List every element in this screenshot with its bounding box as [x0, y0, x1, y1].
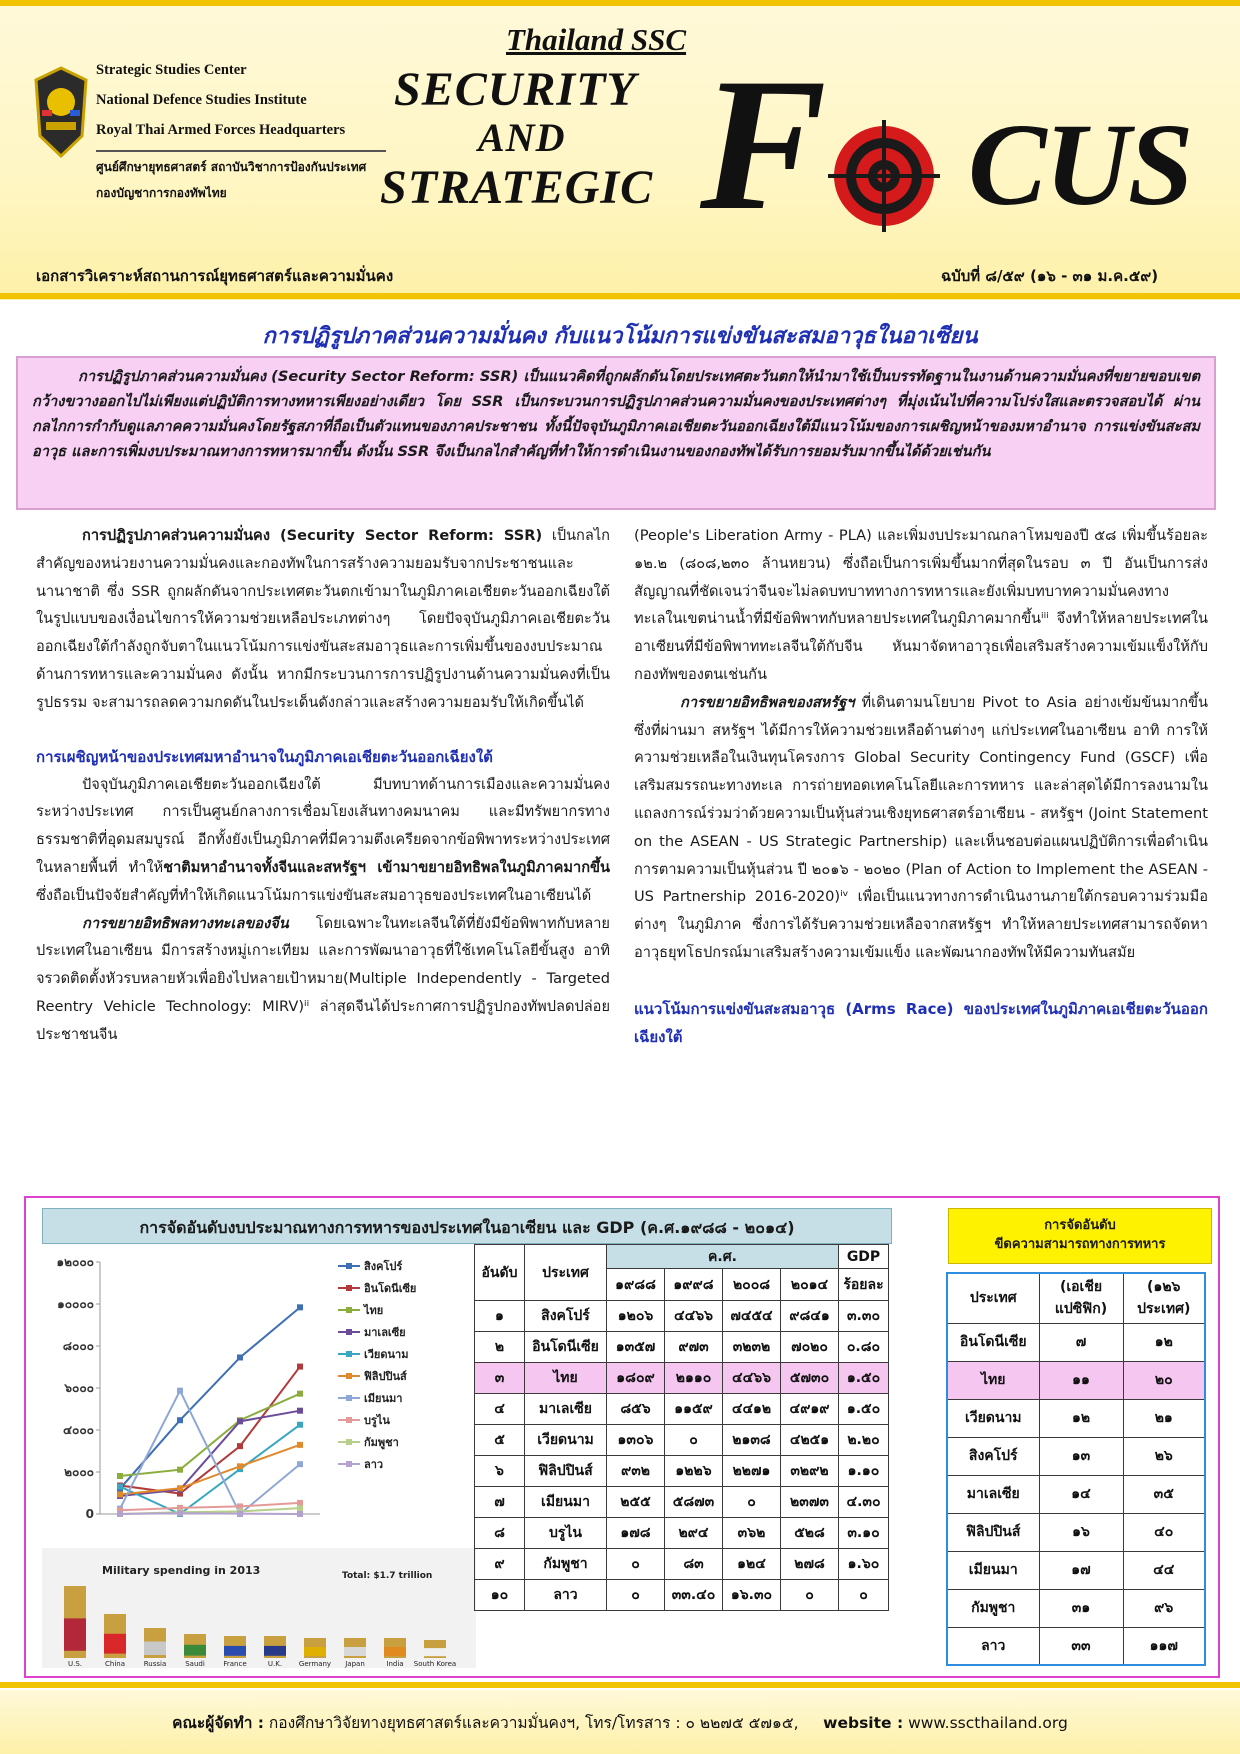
budget-value-cell: ๗๔๕๔ [723, 1301, 781, 1332]
article-title: การปฏิรูปภาคส่วนความมั่นคง กับแนวโน้มการแข่งขันสะสมอาวุธในอาเซียน [262, 324, 978, 349]
footer-rule [0, 1682, 1240, 1688]
budget-value-cell: ๓๒๓๒ [723, 1332, 781, 1363]
data-point [177, 1510, 183, 1516]
y-tick-label: ๔๐๐๐ [62, 1423, 94, 1437]
left-column [36, 522, 610, 1049]
country-cell: กัมพูชา [525, 1549, 607, 1580]
data-point [117, 1473, 123, 1479]
masthead [0, 0, 1240, 300]
gdp-cell: ๔.๓๐ [839, 1487, 889, 1518]
power-country-cell: อินโดนีเซีย [947, 1323, 1039, 1361]
ssr-body: เป็นกลไกสำคัญของหน่วยงานความมั่นคงและกองทัพในการสร้างความยอมรับจากประชาชนและนานาชาติ ซึ่ง SSR ถูกผลักดันจากประเทศตะวันตกเข้ามาในภูมิภาคเอเชียตะวันออกเฉียงใต้ ในรูปแบบของเงื่อนไขการให้ความช่วยเหลือประเภทต่างๆ โดยปัจจุบันภูมิภาคเอเชียตะวันออกเฉียงใต้กำลังถูกจับตาในแนวโน้มการแข่งขันสะสมอาวุธและการเพิ่มขึ้นของงบประมาณด้านการทหารและความมั่นคง ดังนั้น หากมีกระบวนการการปฏิรูปงานด้านความมั่นคงที่เป็นรูปธรรม จะสามารถลดความกดดันในประเด็นดังกล่าวและสร้างความยอมรับให้เกิดขึ้นได้ [36, 527, 611, 711]
chart-title: การจัดอันดับงบประมาณทางการทหารของประเทศในอาเซียน และ GDP (ค.ศ.๑๙๘๘ - ๒๐๑๔) [139, 1218, 795, 1237]
power-country-cell: ไทย [947, 1361, 1039, 1399]
section-heading-powers: การเผชิญหน้าของประเทศมหาอำนาจในภูมิภาคเอเชียตะวันออกเฉียงใต้ [36, 747, 493, 766]
country-cell: มาเลเซีย [525, 1394, 607, 1425]
power-box-line-2: ขีดความสามารถทางการทหาร [994, 1237, 1166, 1252]
th-year: ๒๐๐๘ [723, 1269, 781, 1301]
data-point [117, 1511, 123, 1517]
th-gdp: GDP [839, 1245, 889, 1269]
power-table [946, 1272, 1206, 1666]
th-asia-2: แปซิฟิก) [1054, 1301, 1108, 1318]
y-tick-label: ๘๐๐๐ [62, 1339, 94, 1353]
infographic-country-label: U.S. [67, 1660, 83, 1668]
brand-focus-f: F [700, 40, 827, 250]
top-rule [0, 0, 1240, 6]
chart-title-box [42, 1208, 892, 1244]
budget-value-cell: ๓๖๒ [723, 1518, 781, 1549]
china-lead: การขยายอิทธิพลทางทะเลของจีน [82, 914, 289, 932]
budget-value-cell: ๘๕๖ [607, 1394, 665, 1425]
country-cell: อินโดนีเซีย [525, 1332, 607, 1363]
article-abstract [16, 356, 1216, 510]
country-cell: เมียนมา [525, 1487, 607, 1518]
footer-web-label: website : [823, 1714, 904, 1732]
world-rank-cell: ๔๔ [1123, 1551, 1205, 1589]
budget-value-cell: ๔๔๖๖ [723, 1363, 781, 1394]
power-country-cell: มาเลเซีย [947, 1475, 1039, 1513]
legend-label: ฟิลิปปินส์ [364, 1370, 407, 1383]
budget-value-cell: ๑๓๐๖ [607, 1425, 665, 1456]
power-ranking-box [948, 1208, 1212, 1264]
infographic-country-label: U.K. [267, 1660, 283, 1668]
th-year: ๑๙๙๘ [665, 1269, 723, 1301]
budget-value-cell: ๑๑๕๙ [665, 1394, 723, 1425]
country-cell: ไทย [525, 1363, 607, 1394]
legend-marker [346, 1439, 352, 1445]
budget-value-cell: ๐ [665, 1425, 723, 1456]
rank-cell: ๒ [475, 1332, 525, 1363]
budget-table-row [475, 1301, 889, 1332]
country-flag-icon [304, 1647, 326, 1656]
ssc-emblem-icon [32, 66, 90, 158]
data-point [297, 1461, 303, 1467]
infographic-country-label: France [223, 1660, 247, 1668]
country-flag-icon [384, 1647, 406, 1656]
document-description: เอกสารวิเคราะห์สถานการณ์ยุทธศาสตร์และความมั่นคง [36, 267, 394, 285]
data-point [237, 1511, 243, 1517]
powers-body-bold: ชาติมหาอำนาจทั้งจีนและสหรัฐฯ เข้ามาขยายอิทธิพลในภูมิภาคมากขึ้น [163, 858, 610, 876]
footer-website-link[interactable]: www.sscthailand.org [903, 1714, 1068, 1732]
budget-value-cell: ๔๙๑๙ [781, 1394, 839, 1425]
infographic-country-label: Japan [345, 1660, 365, 1668]
power-country-cell: เวียดนาม [947, 1399, 1039, 1437]
budget-value-cell: ๒๑๓๘ [723, 1425, 781, 1456]
rank-cell: ๔ [475, 1394, 525, 1425]
legend-marker [346, 1307, 352, 1313]
legend-label: อินโดนีเซีย [364, 1282, 417, 1295]
budget-value-cell: ๑๒๐๖ [607, 1301, 665, 1332]
data-point [117, 1484, 123, 1490]
budget-table [474, 1244, 889, 1611]
th-ks: ค.ศ. [607, 1245, 839, 1269]
left-paragraph-3 [36, 910, 610, 1049]
data-point [237, 1443, 243, 1449]
budget-value-cell: ๐ [781, 1580, 839, 1611]
budget-table-row [475, 1425, 889, 1456]
legend-marker [346, 1417, 352, 1423]
budget-table-row [475, 1456, 889, 1487]
power-table-row [947, 1551, 1205, 1589]
budget-table-row [475, 1363, 889, 1394]
data-point [297, 1304, 303, 1310]
world-rank-cell: ๙๖ [1123, 1589, 1205, 1627]
left-paragraph-2 [36, 771, 610, 910]
data-point [237, 1463, 243, 1469]
asia-rank-cell: ๑๑ [1039, 1361, 1123, 1399]
budget-value-cell: ๙๓๒ [607, 1456, 665, 1487]
brand-top: Thailand SSC [506, 22, 687, 57]
power-table-row [947, 1361, 1205, 1399]
data-point [297, 1408, 303, 1414]
legend-marker [346, 1263, 352, 1269]
gdp-cell: ๑.๖๐ [839, 1549, 889, 1580]
infographic-country-label: Germany [298, 1660, 332, 1668]
brand-focus-rest: CUS [968, 99, 1192, 230]
us-lead: การขยายอิทธิพลของสหรัฐฯ [680, 693, 855, 711]
budget-value-cell: ๒๙๔ [665, 1518, 723, 1549]
budget-value-cell: ๔๔๖๖ [665, 1301, 723, 1332]
budget-value-cell: ๔๔๑๒ [723, 1394, 781, 1425]
data-point [177, 1417, 183, 1423]
asia-rank-cell: ๗ [1039, 1323, 1123, 1361]
budget-table-row [475, 1332, 889, 1363]
org-thai-2: กองบัญชาการกองทัพไทย [96, 186, 227, 200]
series-line-9 [120, 1513, 300, 1514]
budget-value-cell: ๕๘๗๓ [665, 1487, 723, 1518]
military-spending-infographic [42, 1548, 476, 1668]
data-point [297, 1500, 303, 1506]
budget-table-row [475, 1549, 889, 1580]
power-table-row [947, 1323, 1205, 1361]
power-country-cell: ลาว [947, 1627, 1039, 1665]
power-country-cell: กัมพูชา [947, 1589, 1039, 1627]
china-body: โดยเฉพาะในทะเลจีนใต้ที่ยังมีข้อพิพาทกับหลายประเทศในอาเซียน มีการสร้างหมู่เกาะเทียม และการพัฒนาอาวุธที่ใช้เทคโนโลยีขั้นสูง อาทิ จรวดติดตั้งหัวรบหลายหัวเพื่อยิงไปหลายเป้าหมาย(Multiple Independently - Targeted Reentry Vehicle Technology: MIRV)ⁱⁱ ล่าสุดจีนได้ประกาศการปฏิรูปกองทัพปลดปล่อยประชาชนจีน [36, 914, 610, 1043]
budget-value-cell: ๗๐๒๐ [781, 1332, 839, 1363]
th-rank: อันดับ [475, 1245, 525, 1301]
budget-value-cell: ๑๓๕๗ [607, 1332, 665, 1363]
infographic-country-label: China [105, 1660, 125, 1668]
ssr-lead: การปฏิรูปภาคส่วนความมั่นคง (Security Sector Reform: SSR) [82, 527, 543, 544]
budget-value-cell: ๐ [723, 1487, 781, 1518]
data-point [297, 1422, 303, 1428]
infographic-country-label: Saudi [185, 1660, 205, 1668]
crosshair-target-icon [828, 120, 940, 232]
budget-value-cell: ๒๒๗๑ [723, 1456, 781, 1487]
budget-value-cell: ๕๒๘ [781, 1518, 839, 1549]
budget-value-cell: ๐ [607, 1549, 665, 1580]
legend-label: บรูไน [364, 1414, 390, 1427]
power-country-cell: สิงคโปร์ [947, 1437, 1039, 1475]
series-line-1 [120, 1367, 300, 1494]
org-line-3: Royal Thai Armed Forces Headquarters [96, 122, 346, 138]
budget-value-cell: ๔๒๕๑ [781, 1425, 839, 1456]
series-line-6 [120, 1391, 300, 1514]
asia-rank-cell: ๓๓ [1039, 1627, 1123, 1665]
power-table-row [947, 1475, 1205, 1513]
budget-line-chart [42, 1244, 476, 1544]
gdp-cell: ๓.๑๐ [839, 1518, 889, 1549]
world-rank-cell: ๔๐ [1123, 1513, 1205, 1551]
budget-table-row [475, 1394, 889, 1425]
budget-table-row [475, 1580, 889, 1611]
budget-value-cell: ๑๘๐๙ [607, 1363, 665, 1394]
rank-cell: ๓ [475, 1363, 525, 1394]
budget-value-cell: ๓๓.๔๐ [665, 1580, 723, 1611]
power-country-cell: เมียนมา [947, 1551, 1039, 1589]
rank-cell: ๑ [475, 1301, 525, 1332]
world-rank-cell: ๒๑ [1123, 1399, 1205, 1437]
org-thai-1: ศูนย์ศึกษายุทธศาสตร์ สถาบันวิชาการป้องกันประเทศ [96, 160, 367, 174]
budget-value-cell: ๑๒๔ [723, 1549, 781, 1580]
brand-security: SECURITY [394, 63, 637, 116]
world-rank-cell: ๓๕ [1123, 1475, 1205, 1513]
budget-value-cell: ๕๗๓๐ [781, 1363, 839, 1394]
asia-rank-cell: ๑๗ [1039, 1551, 1123, 1589]
asia-rank-cell: ๓๑ [1039, 1589, 1123, 1627]
world-rank-cell: ๑๑๗ [1123, 1627, 1205, 1665]
country-cell: บรูไน [525, 1518, 607, 1549]
country-cell: เวียดนาม [525, 1425, 607, 1456]
data-point [297, 1442, 303, 1448]
footer-text [0, 1710, 1240, 1735]
left-paragraph-1 [36, 522, 610, 717]
power-table-row [947, 1627, 1205, 1665]
footer-label: คณะผู้จัดทำ : [172, 1714, 264, 1732]
series-line-0 [120, 1307, 300, 1488]
country-cell: ฟิลิปปินส์ [525, 1456, 607, 1487]
gdp-cell: ๓.๓๐ [839, 1301, 889, 1332]
y-tick-label: ๖๐๐๐ [64, 1381, 94, 1395]
rank-cell: ๙ [475, 1549, 525, 1580]
legend-marker [346, 1285, 352, 1291]
budget-value-cell: ๑๗๘ [607, 1518, 665, 1549]
budget-value-cell: ๙๗๓ [665, 1332, 723, 1363]
legend-marker [346, 1351, 352, 1357]
data-point [297, 1364, 303, 1370]
data-point [177, 1388, 183, 1394]
footer [0, 1690, 1240, 1754]
world-rank-cell: ๒๖ [1123, 1437, 1205, 1475]
rank-cell: ๗ [475, 1487, 525, 1518]
legend-label: มาเลเซีย [364, 1326, 406, 1339]
asia-rank-cell: ๑๒ [1039, 1399, 1123, 1437]
gdp-cell: ๑.๕๐ [839, 1394, 889, 1425]
infographic-country-label: South Korea [413, 1660, 457, 1668]
country-flag-icon [64, 1618, 86, 1650]
data-point [237, 1418, 243, 1424]
y-tick-label: ๑๒๐๐๐ [56, 1255, 94, 1269]
country-cell: สิงคโปร์ [525, 1301, 607, 1332]
section-heading-arms-race: แนวโน้มการแข่งขันสะสมอาวุธ (Arms Race) ของประเทศในภูมิภาคเอเชียตะวันออกเฉียงใต้ [634, 999, 1208, 1046]
legend-label: เวียดนาม [364, 1348, 409, 1361]
legend-label: กัมพูชา [364, 1436, 399, 1449]
budget-table-row [475, 1487, 889, 1518]
gdp-cell: ๑.๕๐ [839, 1363, 889, 1394]
country-flag-icon [224, 1646, 246, 1656]
right-column [634, 522, 1208, 1051]
y-tick-label: ๑๐๐๐๐ [57, 1297, 94, 1311]
data-point [237, 1354, 243, 1360]
data-point [297, 1505, 303, 1511]
budget-value-cell: ๒๗๘ [781, 1549, 839, 1580]
gdp-cell: ๒.๒๐ [839, 1425, 889, 1456]
us-body: ที่เดินตามนโยบาย Pivot to Asia อย่างเข้มข้นมากขึ้น ซึ่งที่ผ่านมา สหรัฐฯ ได้มีการให้ความช่วยเหลือด้านต่างๆ แก่ประเทศในอาเซียน อาทิ การให้ความช่วยเหลือในเงินทุนโครงการ Global Security Contingency Fund (GSCF) เพื่อเสริมสมรรถนะทางทะเล การถ่ายทอดเทคโนโลยีและการทหาร และล่าสุดได้มีการลงนามในแถลงการณ์ร่วมว่าด้วยความเป็นหุ้นส่วนเชิงยุทธศาสตร์อาเซียน - สหรัฐฯ (Joint Statement on the ASEAN - US Strategic Partnership) และเห็นชอบต่อแผนปฏิบัติการเพื่อดำเนินการตามความเป็นหุ้นส่วน ปี ๒๐๑๖ - ๒๐๒๐ (Plan of Action to Implement the ASEAN - US Partnership 2016-2020)ⁱᵛ เพื่อเป็นแนวทางการดำเนินงานภายใต้กรอบความร่วมมือต่างๆ ในภูมิภาค ซึ่งการได้รับความช่วยเหลือจากสหรัฐฯ ทำให้หลายประเทศสามารถจัดหาอาวุธยุทโธปกรณ์มาเสริมสร้างความเข้มแข็ง และพัฒนากองทัพให้มีความทันสมัย [634, 693, 1208, 961]
data-point [297, 1391, 303, 1397]
budget-value-cell: ๘๓ [665, 1549, 723, 1580]
data-point [117, 1491, 123, 1497]
legend-label: ลาว [364, 1458, 384, 1471]
asia-rank-cell: ๑๓ [1039, 1437, 1123, 1475]
y-tick-label: 0 [85, 1507, 94, 1521]
legend-label: สิงคโปร์ [364, 1260, 403, 1273]
legend-label: เมียนมา [364, 1392, 403, 1405]
world-rank-cell: ๑๒ [1123, 1323, 1205, 1361]
data-point [177, 1467, 183, 1473]
legend-marker [346, 1395, 352, 1401]
th-asia-1: (เอเชีย [1059, 1279, 1103, 1296]
data-point [177, 1485, 183, 1491]
header-rule [0, 293, 1240, 299]
country-flag-icon [104, 1634, 126, 1654]
th-power-country: ประเทศ [947, 1273, 1039, 1323]
legend-label: ไทย [364, 1304, 384, 1317]
rank-cell: ๖ [475, 1456, 525, 1487]
th-world [1123, 1273, 1205, 1323]
rank-cell: ๑๐ [475, 1580, 525, 1611]
budget-value-cell: ๒๕๕ [607, 1487, 665, 1518]
chart-area [42, 1244, 476, 1668]
infographic-country-label: India [386, 1660, 404, 1668]
budget-value-cell: ๙๘๔๑ [781, 1301, 839, 1332]
rank-cell: ๘ [475, 1518, 525, 1549]
org-divider [96, 150, 386, 152]
country-flag-icon [184, 1645, 206, 1656]
powers-body-c: ซึ่งถือเป็นปัจจัยสำคัญที่ทำให้เกิดแนวโน้มการแข่งขันสะสมอาวุธของประเทศในอาเซียนได้ [36, 886, 592, 904]
org-line-2: National Defence Studies Institute [96, 92, 307, 108]
th-asia [1039, 1273, 1123, 1323]
power-table-row [947, 1513, 1205, 1551]
th-year: ๑๙๘๘ [607, 1269, 665, 1301]
country-flag-icon [424, 1648, 446, 1656]
data-panel [24, 1196, 1220, 1678]
infographic-title: Military spending in 2013 [102, 1564, 261, 1577]
infographic-total: Total: $1.7 trillion [342, 1571, 433, 1581]
country-flag-icon [144, 1642, 166, 1656]
org-line-1: Strategic Studies Center [96, 62, 247, 78]
rank-cell: ๕ [475, 1425, 525, 1456]
series-line-2 [120, 1394, 300, 1476]
legend-marker [346, 1373, 352, 1379]
gdp-cell: ๐ [839, 1580, 889, 1611]
power-table-row [947, 1589, 1205, 1627]
budget-value-cell: ๒๓๗๓ [781, 1487, 839, 1518]
budget-value-cell: ๑๖.๓๐ [723, 1580, 781, 1611]
country-cell: ลาว [525, 1580, 607, 1611]
brand-and: AND [478, 115, 566, 160]
budget-value-cell: ๑๒๒๖ [665, 1456, 723, 1487]
infographic-country-label: Russia [143, 1660, 167, 1668]
asia-rank-cell: ๑๔ [1039, 1475, 1123, 1513]
y-tick-label: ๒๐๐๐ [64, 1465, 94, 1479]
th-world-2: ประเทศ) [1137, 1301, 1191, 1318]
abstract-text: การปฏิรูปภาคส่วนความมั่นคง (Security Sector Reform: SSR) เป็นแนวคิดที่ถูกผลักดันโดยประเทศตะวันตกให้นำมาใช้เป็นบรรทัดฐานในงานด้านความมั่นคงที่ขยายขอบเขตกว้างขวางออกไปไม่เพียงแต่ปฏิบัติการทางทหารเพียงอย่างเดียว โดย SSR เป็นกระบวนการปฏิรูปภาคส่วนความมั่นคงของประเทศต่างๆ ที่มุ่งเน้นไปที่ความโปร่งใสและตรวจสอบได้ ผ่านกลไกการกำกับดูแลภาคความมั่นคงโดยรัฐสภาที่ถือเป็นตัวแทนของภาคประชาชน ทั้งนี้ปัจจุบันภูมิภาคเอเชียตะวันออกเฉียงใต้มีแนวโน้มของการเผชิญหน้าของมหาอำนาจ การแข่งขันสะสมอาวุธ และการเพิ่มงบประมาณทางการทหารมากขึ้น ดังนั้น SSR จึงเป็นกลไกสำคัญที่ทำให้การดำเนินงานของกองทัพได้รับการยอมรับมากขึ้นได้ด้วยเช่นกัน [32, 368, 1200, 460]
issue-number: ฉบับที่ ๘/๕๙ (๑๖ - ๓๑ ม.ค.๕๙) [941, 267, 1159, 285]
th-world-1: (๑๒๖ [1147, 1279, 1181, 1296]
brand-strategic: STRATEGIC [380, 161, 654, 214]
powers-body-a: ปัจจุบันภูมิภาคเอเชียตะวันออกเฉียงใต้ มีบทบาทด้านการเมืองและความมั่นคงระหว่างประเทศ การเป็นศูนย์กลางการเชื่อมโยงเส้นทางคมนาคม และมีทรัพยากรทางธรรมชาติที่อุดมสมบูรณ์ อีกทั้งยังเป็นภูมิภาคที่มีความตึงเครียดจากข้อพิพาทระหว่างประเทศในหลายพื้นที่ ทำให้ [36, 775, 610, 876]
legend-marker [346, 1329, 352, 1335]
th-country: ประเทศ [525, 1245, 607, 1301]
gdp-cell: ๐.๘๐ [839, 1332, 889, 1363]
th-gdp-percent: ร้อยละ [839, 1269, 889, 1301]
asia-rank-cell: ๑๖ [1039, 1513, 1123, 1551]
data-point [297, 1511, 303, 1517]
footer-contact: กองศึกษาวิจัยทางยุทธศาสตร์และความมั่นคงฯ, โทร/โทรสาร : ๐ ๒๒๗๕ ๕๗๑๕, [264, 1714, 799, 1732]
budget-value-cell: ๒๑๑๐ [665, 1363, 723, 1394]
power-table-row [947, 1437, 1205, 1475]
budget-table-row [475, 1518, 889, 1549]
right-paragraph-2 [634, 689, 1208, 967]
budget-value-cell: ๐ [607, 1580, 665, 1611]
th-year: ๒๐๑๔ [781, 1269, 839, 1301]
country-flag-icon [344, 1647, 366, 1656]
power-table-row [947, 1399, 1205, 1437]
gdp-cell: ๑.๑๐ [839, 1456, 889, 1487]
country-flag-icon [264, 1646, 286, 1656]
power-box-line-1: การจัดอันดับ [1044, 1218, 1116, 1233]
power-country-cell: ฟิลิปปินส์ [947, 1513, 1039, 1551]
right-paragraph-1: (People's Liberation Army - PLA) และเพิ่มงบประมาณกลาโหมของปี ๕๘ เพิ่มขึ้นร้อยละ ๑๒.๒ (๘๐๘,๒๓๐ ล้านหยวน) ซึ่งถือเป็นการเพิ่มขึ้นมากที่สุดในรอบ ๓ ปี อันเป็นการส่งสัญญาณที่ชัดเจนว่าจีนจะไม่ลดบทบาททางการทหารและยังเพิ่มบทบาทความมั่นคงทางทะเลในเขตน่านน้ำที่มีข้อพิพาทกับหลายประเทศในภูมิภาคมากขึ้นⁱⁱⁱ จึงทำให้หลายประเทศในอาเซียนที่มีข้อพิพาททะเลจีนใต้กับจีน หันมาจัดหาอาวุธเพื่อเสริมสร้างความเข้มแข็งให้กับกองทัพของตนเช่นกัน [634, 527, 1208, 683]
budget-value-cell: ๓๒๙๒ [781, 1456, 839, 1487]
legend-marker [346, 1461, 352, 1467]
world-rank-cell: ๒๐ [1123, 1361, 1205, 1399]
